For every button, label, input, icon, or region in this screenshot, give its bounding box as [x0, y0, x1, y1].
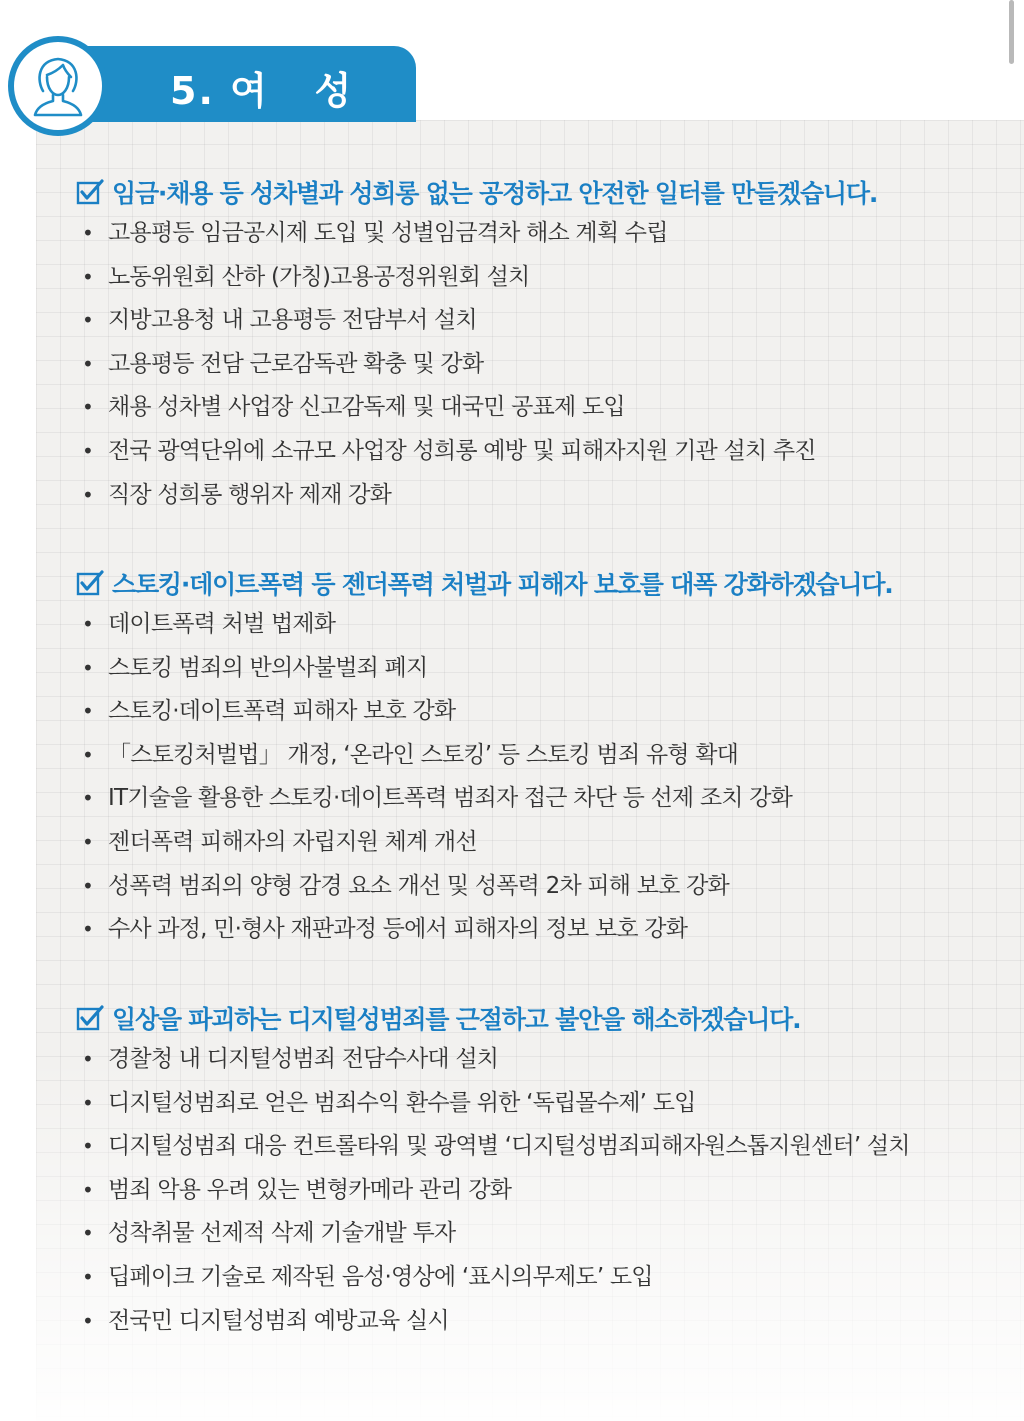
policy-list — [76, 1038, 1006, 1343]
bullet-icon: • — [82, 1308, 93, 1333]
list-item-text: 성착취물 선제적 삭제 기술개발 투자 — [108, 1220, 456, 1247]
bullet-icon: • — [82, 1264, 93, 1289]
bullet-icon: • — [82, 786, 93, 811]
list-item-text: 직장 성희롱 행위자 제재 강화 — [108, 481, 392, 508]
list-item-text: 전국 광역단위에 소규모 사업장 성희롱 예방 및 피해자지원 기관 설치 추진 — [108, 437, 816, 464]
bullet-icon: • — [82, 655, 93, 680]
page-title: 5. 여 성 — [170, 69, 354, 113]
policy-section-gender-violence — [76, 563, 1006, 952]
policy-section-digital-crime — [76, 998, 1006, 1343]
list-item — [76, 343, 1006, 387]
bullet-icon: • — [82, 829, 93, 854]
list-item — [76, 1212, 1006, 1256]
list-item-text: 지방고용청 내 고용평등 전담부서 설치 — [108, 307, 477, 334]
bullet-icon: • — [82, 264, 93, 289]
list-item-text: 디지털성범죄 대응 컨트롤타워 및 광역별 ‘디지털성범죄피해자원스톱지원센터’ 설치 — [108, 1133, 910, 1160]
list-item — [76, 1038, 1006, 1082]
bullet-icon: • — [82, 742, 93, 767]
list-item-text: 경찰청 내 디지털성범죄 전담수사대 설치 — [108, 1046, 499, 1072]
list-item — [76, 1256, 1006, 1300]
list-item — [76, 256, 1006, 300]
bullet-icon: • — [82, 482, 93, 507]
list-item-text: 젠더폭력 피해자의 자립지원 체계 개선 — [108, 828, 477, 855]
list-item — [76, 690, 1006, 734]
checkbox-checked-icon — [76, 1004, 104, 1032]
bullet-icon: • — [82, 438, 93, 463]
section-heading — [76, 172, 1006, 212]
list-item-text: 고용평등 전담 근로감독관 확충 및 강화 — [108, 350, 484, 377]
list-item-text: 수사 과정, 민·형사 재판과정 등에서 피해자의 정보 보호 강화 — [108, 916, 688, 943]
bullet-icon: • — [82, 351, 93, 376]
bullet-icon: • — [82, 699, 93, 724]
list-item — [76, 908, 1006, 952]
list-item-text: 스토킹·데이트폭력 피해자 보호 강화 — [108, 698, 456, 725]
list-item-text: 데이트폭력 처벌 법제화 — [108, 611, 336, 637]
list-item — [76, 299, 1006, 343]
list-item-text: 채용 성차별 사업장 신고감독제 및 대국민 공표제 도입 — [108, 394, 625, 421]
section-heading — [76, 998, 1006, 1038]
list-item — [76, 1169, 1006, 1213]
list-item — [76, 386, 1006, 430]
list-item-text: 「스토킹처벌법」 개정, ‘온라인 스토킹’ 등 스토킹 범죄 유형 확대 — [108, 741, 739, 768]
bullet-icon: • — [82, 1090, 93, 1115]
list-item — [76, 821, 1006, 865]
list-item — [76, 474, 1006, 518]
list-item-text: 노동위원회 산하 (가칭)고용공정위원회 설치 — [108, 263, 530, 290]
list-item-text: IT기술을 활용한 스토킹·데이트폭력 범죄자 접근 차단 등 선제 조치 강화 — [108, 785, 793, 812]
bullet-icon: • — [82, 612, 93, 636]
policy-section-workplace — [76, 172, 1006, 517]
checkbox-checked-icon — [76, 569, 104, 597]
avatar — [8, 36, 108, 136]
policy-list — [76, 212, 1006, 517]
woman-avatar-icon — [27, 51, 89, 121]
section-heading-text: 임금·채용 등 성차별과 성희롱 없는 공정하고 안전한 일터를 만들겠습니다. — [112, 179, 878, 208]
bullet-icon: • — [82, 1177, 93, 1202]
list-item-text: 딥페이크 기술로 제작된 음성·영상에 ‘표시의무제도’ 도입 — [108, 1263, 653, 1290]
bullet-icon: • — [82, 308, 93, 333]
list-item — [76, 1125, 1006, 1169]
list-item — [76, 1082, 1006, 1126]
list-item — [76, 865, 1006, 909]
list-item — [76, 734, 1006, 778]
list-item — [76, 212, 1006, 256]
list-item — [76, 603, 1006, 647]
bullet-icon: • — [82, 1047, 93, 1071]
list-item-text: 전국민 디지털성범죄 예방교육 실시 — [108, 1307, 449, 1334]
list-item-text: 범죄 악용 우려 있는 변형카메라 관리 강화 — [108, 1176, 512, 1203]
list-item — [76, 647, 1006, 691]
section-heading-text: 스토킹·데이트폭력 등 젠더폭력 처벌과 피해자 보호를 대폭 강화하겠습니다. — [112, 570, 893, 599]
scrollbar[interactable] — [1009, 0, 1014, 64]
checkbox-checked-icon — [76, 178, 104, 206]
policy-list — [76, 603, 1006, 952]
bullet-icon: • — [82, 873, 93, 898]
bullet-icon: • — [82, 917, 93, 942]
bullet-icon: • — [82, 395, 93, 420]
list-item — [76, 430, 1006, 474]
list-item — [76, 1300, 1006, 1344]
list-item-text: 성폭력 범죄의 양형 감경 요소 개선 및 성폭력 2차 피해 보호 강화 — [108, 872, 729, 899]
section-heading — [76, 563, 1006, 603]
list-item-text: 고용평등 임금공시제 도입 및 성별임금격차 해소 계획 수립 — [108, 220, 668, 246]
list-item-text: 스토킹 범죄의 반의사불벌죄 폐지 — [108, 654, 428, 681]
list-item — [76, 777, 1006, 821]
list-item-text: 디지털성범죄로 얻은 범죄수익 환수를 위한 ‘독립몰수제’ 도입 — [108, 1089, 696, 1116]
bullet-icon: • — [82, 221, 93, 245]
section-heading-text: 일상을 파괴하는 디지털성범죄를 근절하고 불안을 해소하겠습니다. — [112, 1005, 801, 1034]
bullet-icon: • — [82, 1134, 93, 1159]
bullet-icon: • — [82, 1221, 93, 1246]
